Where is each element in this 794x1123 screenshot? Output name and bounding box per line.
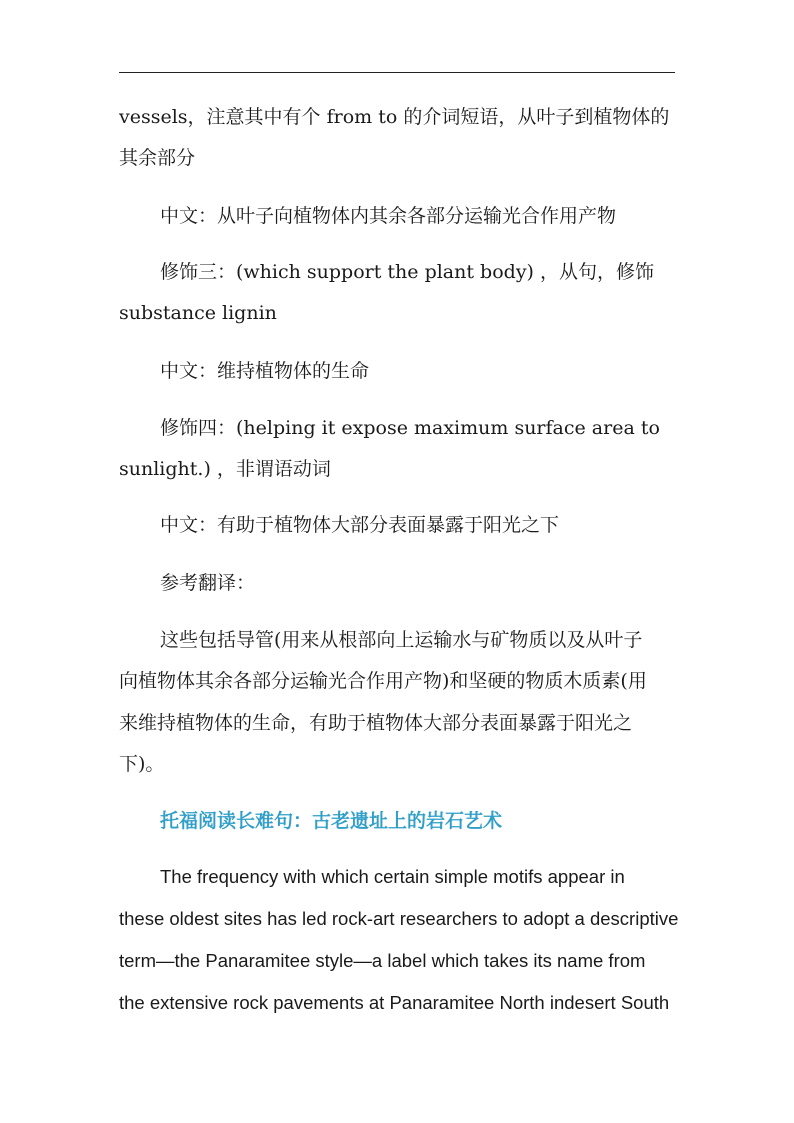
text-line: 参考翻译： (160, 572, 256, 594)
text-line: 修饰三：(which support the plant body) ，从句，修饰 (160, 261, 655, 283)
text-line: 来维持植物体的生命，有助于植物体大部分表面暴露于阳光之 (119, 712, 633, 734)
text-line: 这些包括导管(用来从根部向上运输水与矿物质以及从叶子 (160, 629, 643, 651)
section-heading: 托福阅读长难句：古老遗址上的岩石艺术 (160, 810, 503, 832)
text-line: 下)。 (119, 753, 165, 775)
text-line: 中文：从叶子向植物体内其余各部分运输光合作用产物 (160, 205, 617, 227)
text-line: substance lignin (119, 302, 277, 324)
text-line: vessels，注意其中有个 from to 的介词短语，从叶子到植物体的 (119, 106, 670, 128)
text-line: sunlight.) ，非谓语动词 (119, 458, 331, 480)
header-rule (119, 72, 675, 73)
text-line: 向植物体其余各部分运输光合作用产物)和坚硬的物质木质素(用 (119, 670, 647, 692)
text-line: 中文：有助于植物体大部分表面暴露于阳光之下 (160, 514, 560, 536)
text-line: 中文：维持植物体的生命 (160, 360, 370, 382)
text-line: these oldest sites has led rock-art researchers to adopt a descriptive (119, 908, 679, 929)
text-line: 其余部分 (119, 147, 196, 169)
text-line: 修饰四：(helping it expose maximum surface area to (160, 417, 660, 439)
text-line: term—the Panaramitee style—a label which takes its name from (119, 950, 646, 971)
text-line: The frequency with which certain simple motifs appear in (160, 866, 625, 887)
text-line: the extensive rock pavements at Panaramitee North indesert South (119, 992, 670, 1013)
